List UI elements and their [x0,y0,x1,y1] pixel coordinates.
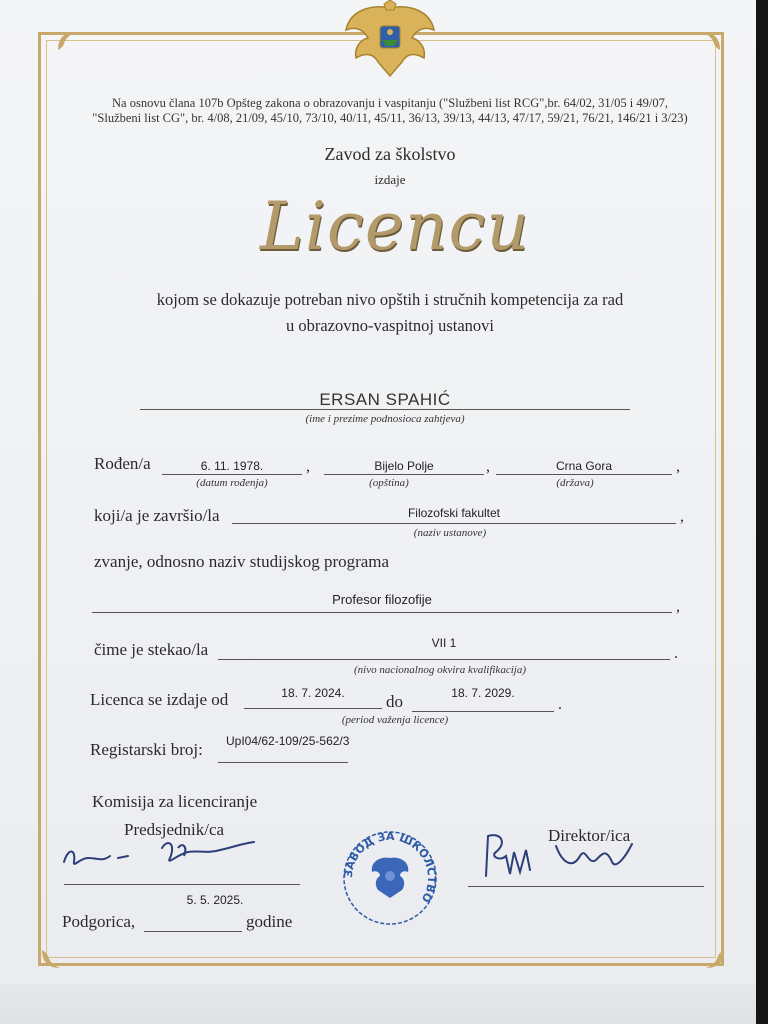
chair-signature [58,828,268,878]
birth-country-caption: (država) [556,477,594,489]
commission-label: Komisija za licenciranje [92,792,258,811]
birth-country: Crna Gora [555,459,613,473]
registry-label: Registarski broj: [90,740,203,759]
level-label: čime je stekao/la [94,640,209,659]
registry-line [218,762,348,763]
separator-period: . [674,645,678,662]
validity-to: 18. 7. 2029. [451,686,515,700]
validity-from-line [244,708,382,709]
separator-comma: , [680,508,684,525]
institution-name: Filozofski fakultet [407,506,501,520]
coat-of-arms-emblem-icon [342,0,438,80]
birth-date-caption: (datum rođenja) [196,477,268,489]
separator-comma: , [486,458,490,475]
director-label: Direktor/ica [548,826,631,845]
stamp-text: ЗАВОД ЗА ШКОЛСТВО [341,829,439,905]
document-title: Licencu [260,188,530,265]
education-label: koji/a je završio/la [94,506,220,525]
corner-ornament-icon [40,948,62,970]
legal-basis-line: Na osnovu člana 107b Opšteg zakona o obrazovanju i vaspitanju ("Službeni list RCG",br. 64/02, 31/05 i 49/07, [112,96,668,110]
separator-comma: , [676,458,680,475]
holder-name: ERSAN SPAHIĆ [319,390,451,409]
birth-municipality: Bijelo Polje [374,459,434,473]
year-word: godine [246,912,293,931]
chair-label: Predsjednik/ca [124,820,225,839]
legal-basis-line: "Službeni list CG", br. 4/08, 21/09, 45/10, 73/10, 40/11, 45/11, 36/13, 39/13, 44/13, 47/17, 59/21, 76/21, 146/21 i 3/23) [92,111,688,125]
institution-line [232,523,676,524]
director-signature-line [468,886,704,887]
registry-number: UpI04/62-109/25-562/3 [226,734,350,748]
institution-caption: (naziv ustanove) [413,527,487,539]
corner-ornament-icon [700,30,722,52]
issue-date-line [144,931,242,932]
issues-word: izdaje [374,172,406,187]
official-stamp [340,828,440,928]
corner-ornament-icon [704,948,726,970]
subtitle-line: kojom se dokazuje potreban nivo opštih i stručnih kompetencija za rad [156,290,624,309]
level-caption: (nivo nacionalnog okvira kvalifikacija) [354,664,526,676]
validity-from: 18. 7. 2024. [281,686,345,700]
birth-date: 6. 11. 1978. [200,459,264,473]
level-line [218,659,670,660]
separator-period: . [558,696,562,713]
paper-bottom [0,984,756,1024]
validity-caption: (period važenja licence) [341,714,449,726]
subtitle-line: u obrazovno-vaspitnoj ustanovi [285,316,495,335]
program-label: zvanje, odnosno naziv studijskog programa [94,552,390,571]
legal-basis [70,96,710,126]
birth-municipality-caption: (opština) [369,477,409,489]
birth-date-line [162,474,302,475]
separator-comma: , [306,458,310,475]
birth-label: Rođen/a [94,454,151,473]
holder-name-line [140,409,630,410]
background-edge [756,0,768,1024]
issue-date: 5. 5. 2025. [186,893,244,907]
issuer-name: Zavod za školstvo [324,144,456,164]
program-name: Profesor filozofije [332,592,432,607]
program-line [92,612,672,613]
qualification-level: VII 1 [431,636,457,650]
director-signature [476,826,646,890]
validity-to-line [412,711,554,712]
validity-label: Licenca se izdaje od [90,690,229,709]
place-label: Podgorica, [62,912,136,931]
validity-to-label: do [386,692,403,711]
holder-name-caption: (ime i prezime podnosioca zahtjeva) [305,413,465,425]
corner-ornament-icon [56,30,78,52]
birth-country-line [496,474,672,475]
chair-signature-line [64,884,300,885]
separator-comma: , [676,598,680,615]
birth-municipality-line [324,474,484,475]
